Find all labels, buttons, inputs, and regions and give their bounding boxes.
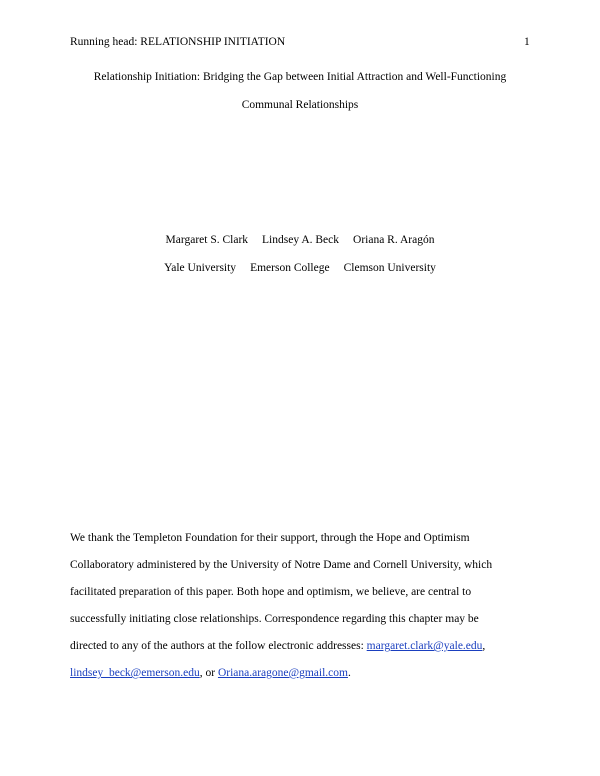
affiliation-2: Emerson College (250, 262, 330, 274)
email-link-clark[interactable]: margaret.clark@yale.edu (366, 640, 483, 652)
affiliation-1: Yale University (164, 262, 237, 274)
period: . (347, 667, 351, 679)
author-name-1: Margaret S. Clark (165, 234, 249, 246)
ack-line-6 (70, 667, 351, 679)
email-link-aragon[interactable]: Oriana.aragone@gmail.com (217, 667, 348, 679)
author-name-3: Oriana R. Aragón (353, 234, 435, 246)
ack-line-5-text: directed to any of the authors at the follow electronic addresses: (70, 640, 367, 652)
ack-line-2: Collaboratory administered by the University of Notre Dame and Cornell University, which (70, 559, 493, 571)
title-line-2: Communal Relationships (241, 99, 359, 111)
affiliation-3: Clemson University (343, 262, 436, 274)
ack-line-3: facilitated preparation of this paper. Both hope and optimism, we believe, are central to (70, 586, 472, 598)
ack-line-1: We thank the Templeton Foundation for their support, through the Hope and Optimism (70, 532, 470, 544)
ack-line-5 (70, 640, 485, 652)
comma: , (482, 640, 486, 652)
title-line-1: Relationship Initiation: Bridging the Gap between Initial Attraction and Well-Functioning (93, 71, 507, 83)
author-name-2: Lindsey A. Beck (262, 234, 340, 246)
separator-or: , or (199, 667, 218, 679)
author-names (0, 234, 600, 246)
page-number: 1 (524, 36, 530, 48)
running-head: Running head: RELATIONSHIP INITIATION (70, 36, 286, 48)
ack-line-4: successfully initiating close relationships. Correspondence regarding this chapter may be (70, 613, 479, 625)
email-link-beck[interactable]: lindsey_beck@emerson.edu (70, 667, 200, 679)
author-affiliations (0, 262, 600, 274)
